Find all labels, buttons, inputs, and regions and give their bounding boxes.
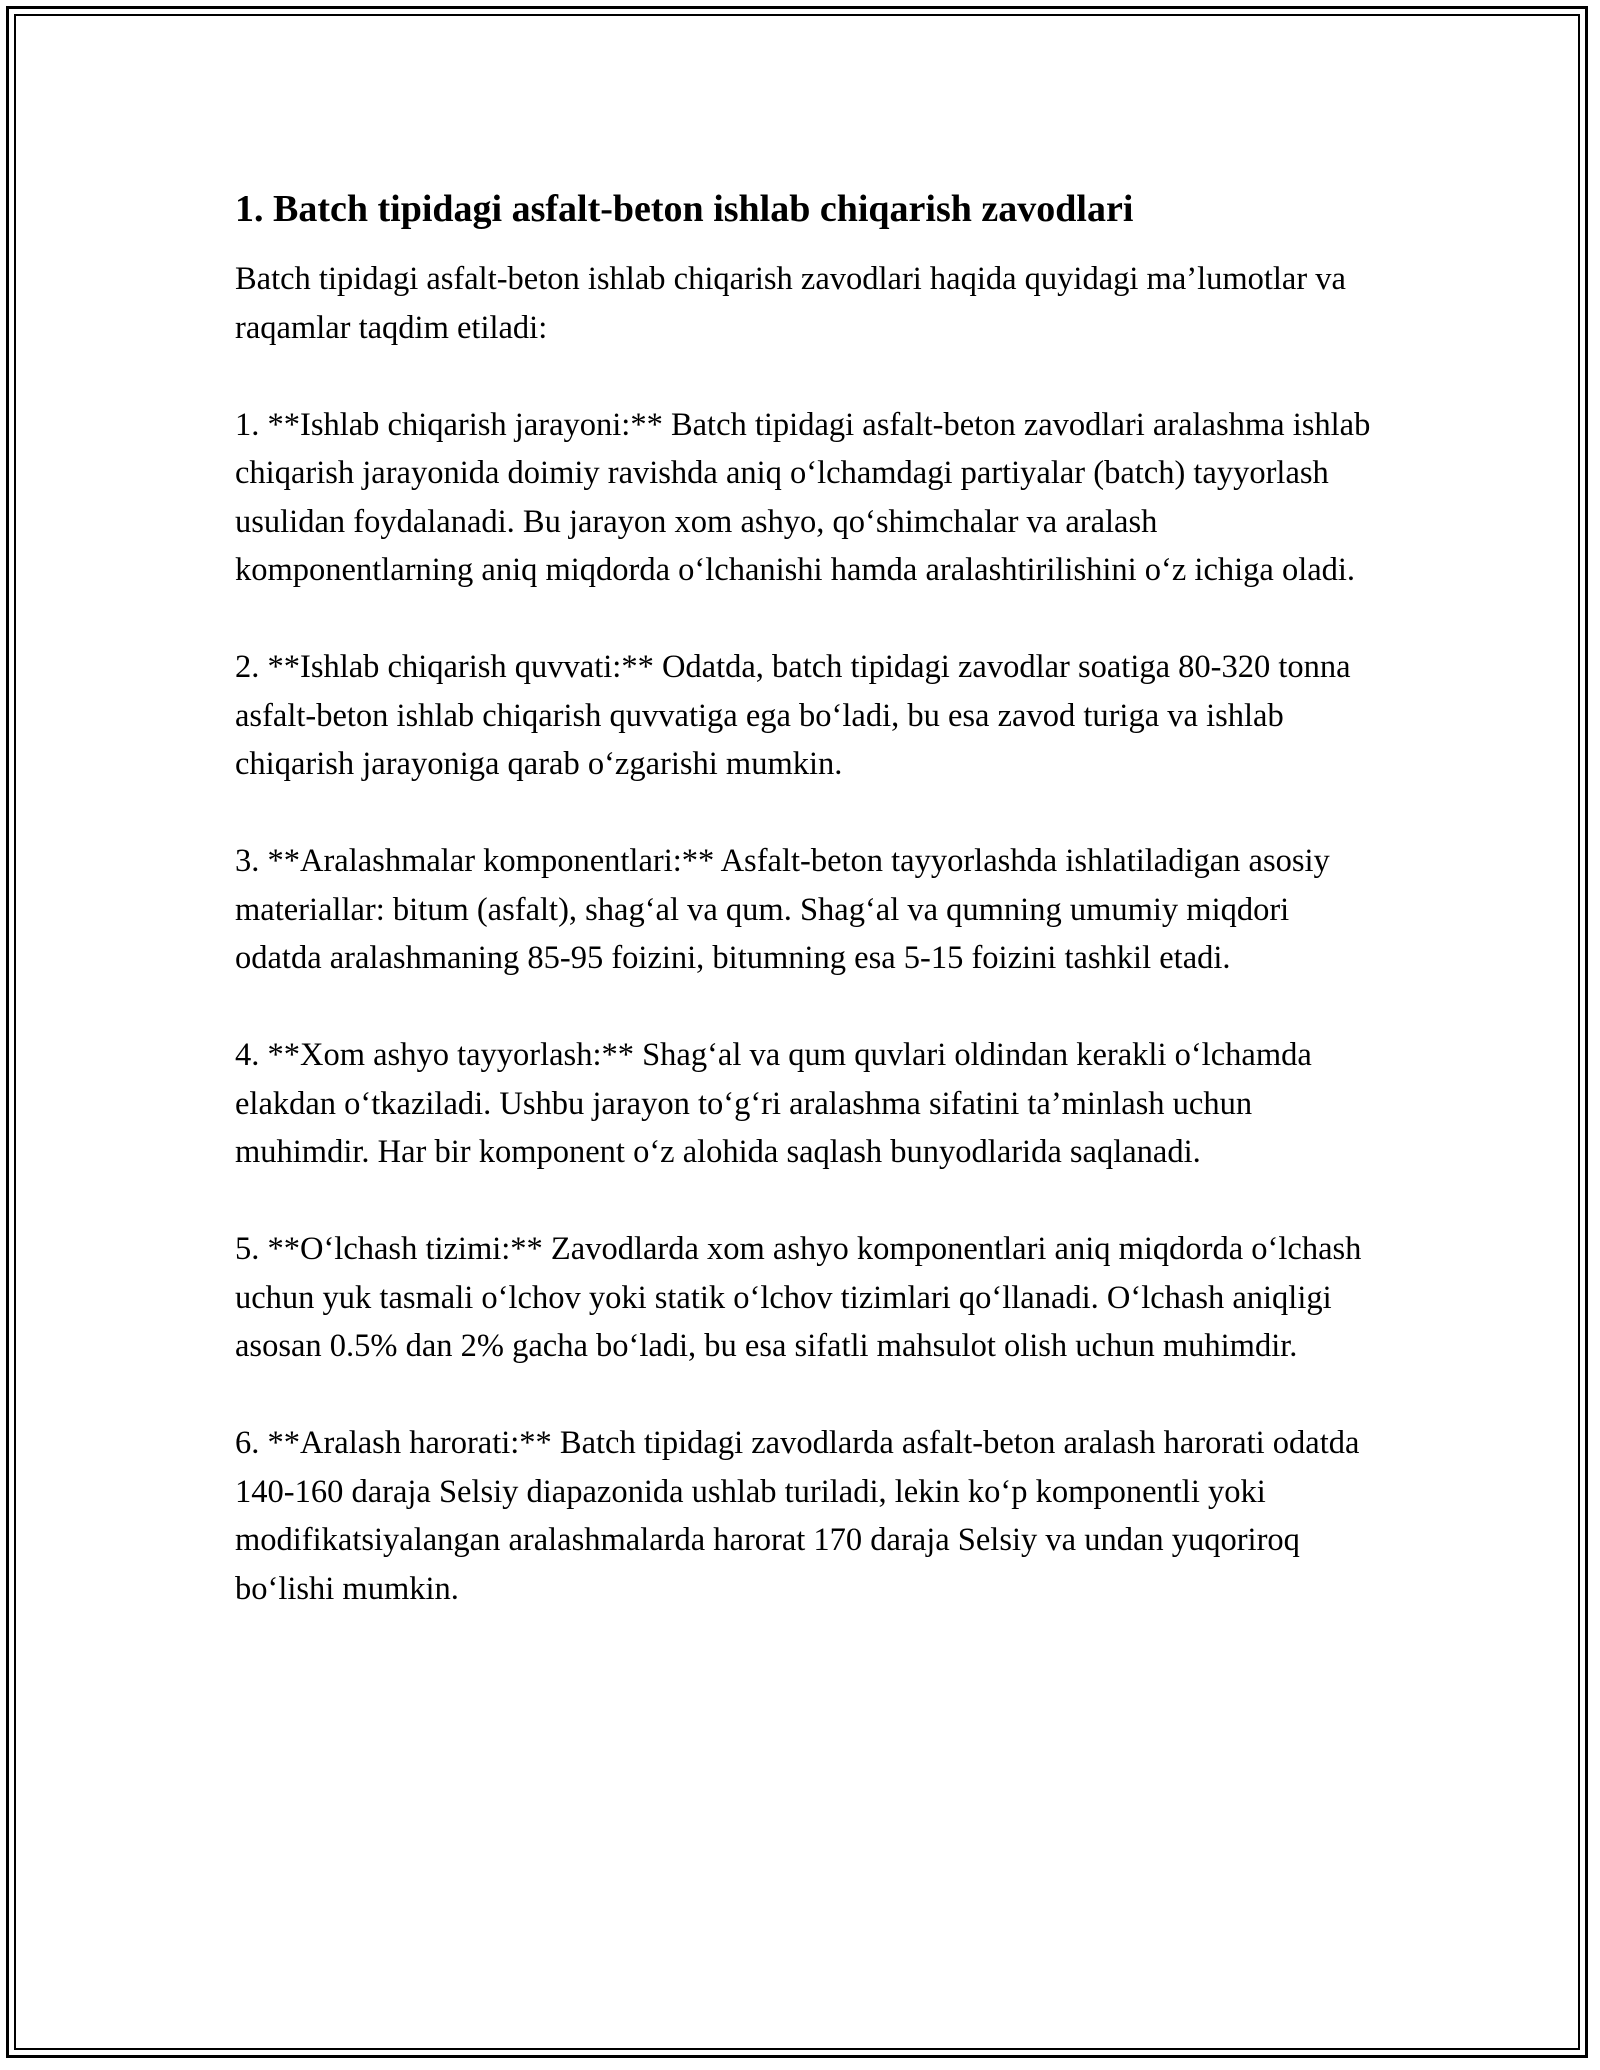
list-item: 3. **Aralashmalar komponentlari:** Asfalt-beton tayyorlashda ishlatiladigan asosiy materiallar: bitum (asfalt), shag‘al va qum. Shag‘al va qumning umumiy miqdori odatda aralashmaning 85-95 foizini, bitumning esa 5-15 foizini tashkil etadi. [235,843,1330,976]
list-item: 4. **Xom ashyo tayyorlash:** Shag‘al va qum quvlari oldindan kerakli o‘lchamda elakdan o‘tkaziladi. Ushbu jarayon to‘g‘ri aralashma sifatini ta’minlash uchun muhimdir. Har bir komponent o‘z alohida saqlash bunyodlarida saqlanadi. [235,1037,1312,1170]
document-body [235,185,1375,1662]
list-item: 6. **Aralash harorati:** Batch tipidagi zavodlarda asfalt-beton aralash harorati odatda 140-160 daraja Selsiy diapazonida ushlab turiladi, lekin ko‘p komponentli yoki modifikatsiyalangan aralashmalarda harorat 170 daraja Selsiy va undan yuqoriroq bo‘lishi mumkin. [235,1425,1360,1607]
section-heading: 1. Batch tipidagi asfalt-beton ishlab chiqarish zavodlari [235,188,1134,230]
list-item: 2. **Ishlab chiqarish quvvati:** Odatda, batch tipidagi zavodlar soatiga 80-320 tonna asfalt-beton ishlab chiqarish quvvatiga ega bo‘ladi, bu esa zavod turiga va ishlab chiqarish jarayoniga qarab o‘zgarishi mumkin. [235,649,1351,782]
list-item: 5. **O‘lchash tizimi:** Zavodlarda xom ashyo komponentlari aniq miqdorda o‘lchash uchun yuk tasmali o‘lchov yoki statik o‘lchov tizimlari qo‘llanadi. O‘lchash aniqligi asosan 0.5% dan 2% gacha bo‘ladi, bu esa sifatli mahsulot olish uchun muhimdir. [235,1231,1362,1364]
intro-paragraph: Batch tipidagi asfalt-beton ishlab chiqarish zavodlari haqida quyidagi ma’lumotlar va raqamlar taqdim etiladi: [235,261,1346,346]
list-item: 1. **Ishlab chiqarish jarayoni:** Batch tipidagi asfalt-beton zavodlari aralashma ishlab chiqarish jarayonida doimiy ravishda aniq o‘lchamdagi partiyalar (batch) tayyorlash usulidan foydalanadi. Bu jarayon xom ashyo, qo‘shimchalar va aralash komponentlarning aniq miqdorda o‘lchanishi hamda aralashtirilishini o‘z ichiga oladi. [235,406,1371,588]
